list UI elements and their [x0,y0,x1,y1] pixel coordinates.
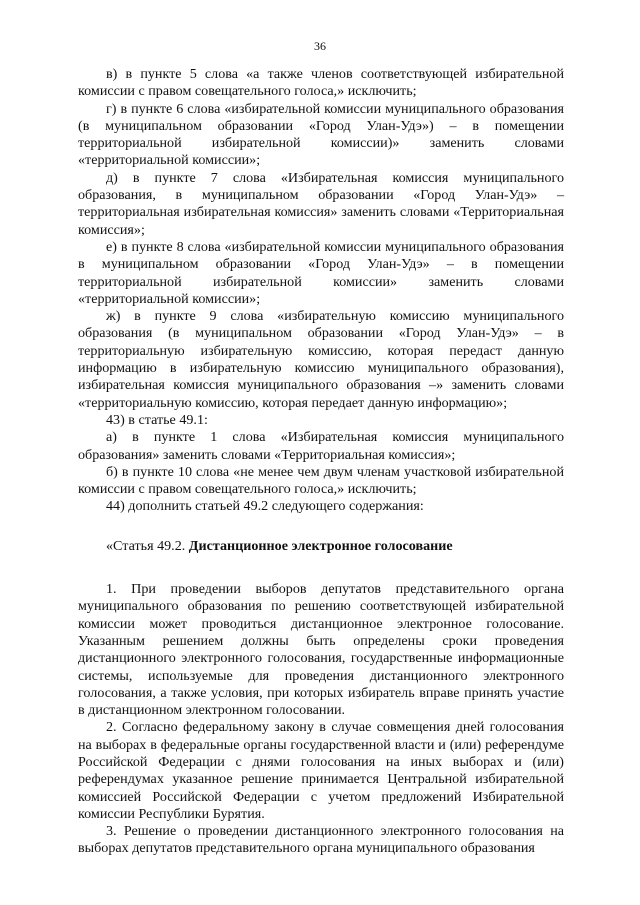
article-paragraph-2: 2. Согласно федеральному закону в случае совмещения дней голосования на выборах в федеральные органы государственной власти и (или) референдуме Российской Федерации с днями голосования на иных выборах и (или) референдумах указанное решение принимается Центральной избирательной комиссией Российской Федерации с учетом предложений Избирательной комиссии Республики Бурятия. [78,719,564,822]
paragraph-item-g: г) в пункте 6 слова «избирательной комиссии муниципального образования (в муниципальном образовании «Город Улан-Удэ») – в помещении территориальной избирательной комиссии)» заменить словами «территориальной комиссии»; [78,100,564,169]
article-title: Дистанционное электронное голосование [188,537,453,554]
article-prefix: «Статья 49.2. [106,537,189,554]
article-paragraph-1: 1. При проведении выборов депутатов представительного органа муниципального образования по решению соответствующей избирательной комиссии может проводиться дистанционное электронное голосование. Указанным решением должны быть определены сроки проведения дистанционного электронного голосования, государственные информационные системы, используемые для проведения дистанционного электронного голосования, а также условия, при которых избиратель вправе принять участие в дистанционном электронном голосовании. [78,581,564,719]
paragraph-item-a: а) в пункте 1 слова «Избирательная комиссия муниципального образования» заменить словами «Территориальная комиссия»; [78,429,564,463]
article-paragraph-3: 3. Решение о проведении дистанционного электронного голосования на выборах депутатов представительного органа муниципального образования [78,823,564,857]
paragraph-item-44: 44) дополнить статьей 49.2 следующего содержания: [106,498,424,515]
paragraph-item-zh: ж) в пункте 9 слова «избирательную комиссию муниципального образования (в муниципальном образовании «Город Улан-Удэ» – в территориальную избирательную комиссию, которая передаст данную информацию в избирательную комиссию муниципального образования), избирательная комиссия муниципального образования –» заменить словами «территориальную комиссию, которая передает данную информацию»; [78,308,564,411]
page-number: 36 [314,39,326,53]
paragraph-item-b: б) в пункте 10 слова «не менее чем двум членам участковой избирательной комиссии с правом совещательного голоса,» исключить; [78,463,564,498]
paragraph-item-e: е) в пункте 8 слова «избирательной комиссии муниципального образования в муниципальном образовании «Город Улан-Удэ» – в помещении территориальной избирательной комиссии» заменить словами «территориальной комиссии»; [78,238,564,307]
paragraph-item-43: 43) в статье 49.1: [106,411,208,428]
document-body [78,66,564,858]
article-heading [78,538,564,555]
paragraph-item-v: в) в пункте 5 слова «а также членов соответствующей избирательной комиссии с правом совещательного голоса,» исключить; [78,66,564,100]
paragraph-item-d: д) в пункте 7 слова «Избирательная комиссия муниципального образования, в муниципальном образовании «Город Улан-Удэ» – территориальная избирательная комиссия» заменить словами «Территориальная комиссия»; [78,169,564,238]
